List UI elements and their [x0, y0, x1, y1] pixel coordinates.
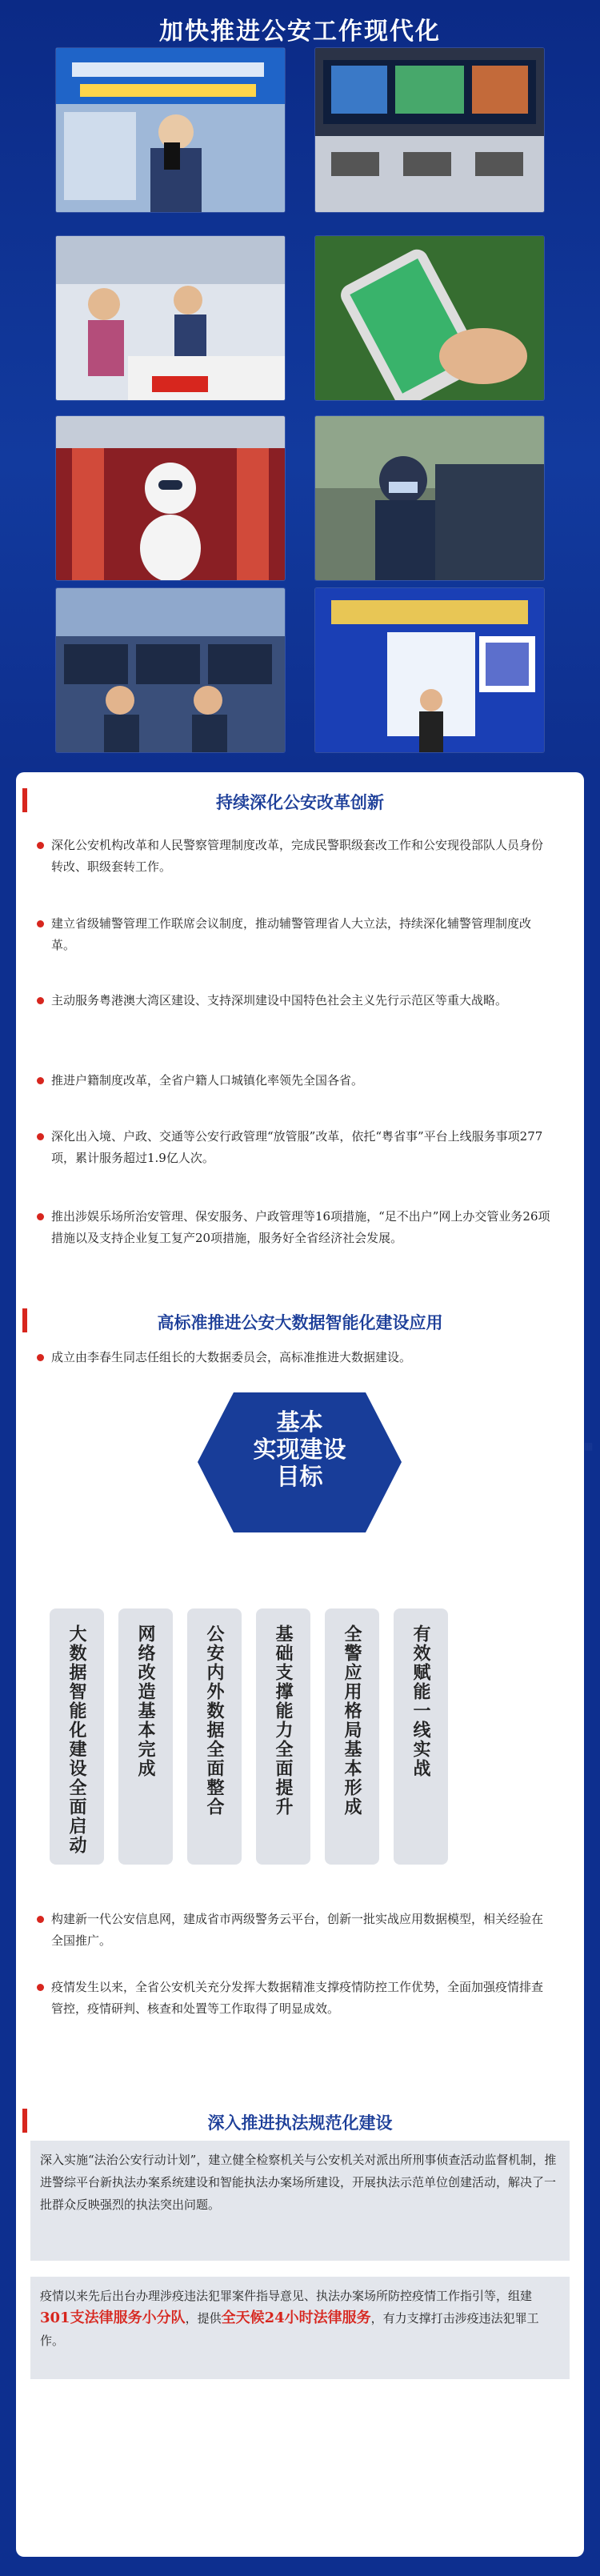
watermark: ▦	[584, 1440, 594, 1452]
info-box-text: 深入实施“法治公安行动计划”，建立健全检察机关与公安机关对派出所刑事侦查活动监督机制，推进警综平台新执法办案系统建设和智能执法办案场所建设，开展执法示范单位创建活动，解决了一批群众反映强烈的执法突出问题。	[40, 2153, 557, 2212]
section-title: 高标准推进公安大数据智能化建设应用	[157, 1312, 443, 1332]
goal-pillar-label: 全警应用格局基本形成	[342, 1625, 362, 1817]
list-item: 推出涉娱乐场所治安管理、保安服务、户政管理等16项措施，“足不出户”网上办交管业务26项措施以及支持企业复工复产20项措施，服务好全省经济社会发展。	[51, 1206, 552, 1249]
hex-line: 实现建设	[253, 1436, 346, 1463]
goal-pillar	[325, 1608, 379, 1865]
list-item: 推进户籍制度改革，全省户籍人口城镇化率领先全国各省。	[51, 1070, 552, 1092]
highlight-text: 301支法律服务小分队	[40, 2310, 186, 2326]
info-box-text: ，提供	[185, 2311, 222, 2326]
photo-officer-vehicle	[315, 416, 544, 580]
goal-pillar-label: 基础支撑能力全面提升	[273, 1625, 294, 1817]
goal-pillar	[118, 1608, 173, 1865]
hex-line: 目标	[276, 1463, 323, 1490]
goal-pillar	[256, 1608, 310, 1865]
goal-pillar	[394, 1608, 448, 1865]
goal-pillar-label: 大数据智能化建设全面启动	[66, 1625, 87, 1855]
goal-pillar-label: 有效赋能一线实战	[410, 1625, 431, 1778]
photo-miniprogram-launch	[315, 588, 544, 752]
info-box	[30, 2277, 570, 2379]
section-title: 持续深化公安改革创新	[216, 792, 384, 812]
info-box	[30, 2141, 570, 2261]
photo-service-robot	[56, 416, 285, 580]
list-item: 主动服务粤港澳大湾区建设、支持深圳建设中国特色社会主义先行示范区等重大战略。	[51, 990, 552, 1012]
section-title: 深入推进执法规范化建设	[207, 2113, 393, 2133]
list-item: 深化出入境、户政、交通等公安行政管理“放管服”改革，依托“粤省事”平台上线服务事项277项，累计服务超过1.9亿人次。	[51, 1126, 552, 1169]
highlight-text: 全天候24小时法律服务	[221, 2310, 371, 2326]
list-item: 疫情发生以来，全省公安机关充分发挥大数据精准支撑疫情防控工作优势，全面加强疫情排查管控，疫情研判、核查和处置等工作取得了明显成效。	[51, 1977, 552, 2020]
page-title: 加快推进公安工作现代化	[159, 18, 441, 46]
goal-hexagon	[198, 1392, 402, 1532]
photo-office-staff	[56, 588, 285, 752]
info-box-text: ，有力支撑打击涉疫违法犯罪工作。	[40, 2311, 539, 2348]
goal-pillar-label: 网络改造基本完成	[135, 1625, 156, 1778]
photo-command-center	[315, 48, 544, 212]
list-item: 构建新一代公安信息网，建成省市两级警务云平台，创新一批实战应用数据模型，相关经验在全国推广。	[51, 1909, 552, 1952]
goal-pillar	[187, 1608, 242, 1865]
photo-phone-app	[315, 236, 544, 400]
goal-pillar-label: 公安内外数据全面整合	[204, 1625, 225, 1817]
photo-service-counter	[56, 236, 285, 400]
hex-line: 基本	[276, 1408, 323, 1436]
goal-pillar	[50, 1608, 104, 1865]
list-item: 建立省级辅警管理工作联席会议制度，推动辅警管理省人大立法，持续深化辅警管理制度改革。	[51, 913, 552, 956]
header-banner	[0, 0, 600, 768]
list-item: 成立由李春生同志任组长的大数据委员会，高标准推进大数据建设。	[51, 1347, 552, 1368]
content-card	[16, 772, 584, 2557]
list-item: 深化公安机构改革和人民警察管理制度改革，完成民警职级套改工作和公安现役部队人员身份转改、职级套转工作。	[51, 835, 552, 878]
photo-officer-phone-banner	[56, 48, 285, 212]
info-box-text: 疫情以来先后出台办理涉疫违法犯罪案件指导意见、执法办案场所防控疫情工作指引等，组建	[40, 2289, 533, 2303]
